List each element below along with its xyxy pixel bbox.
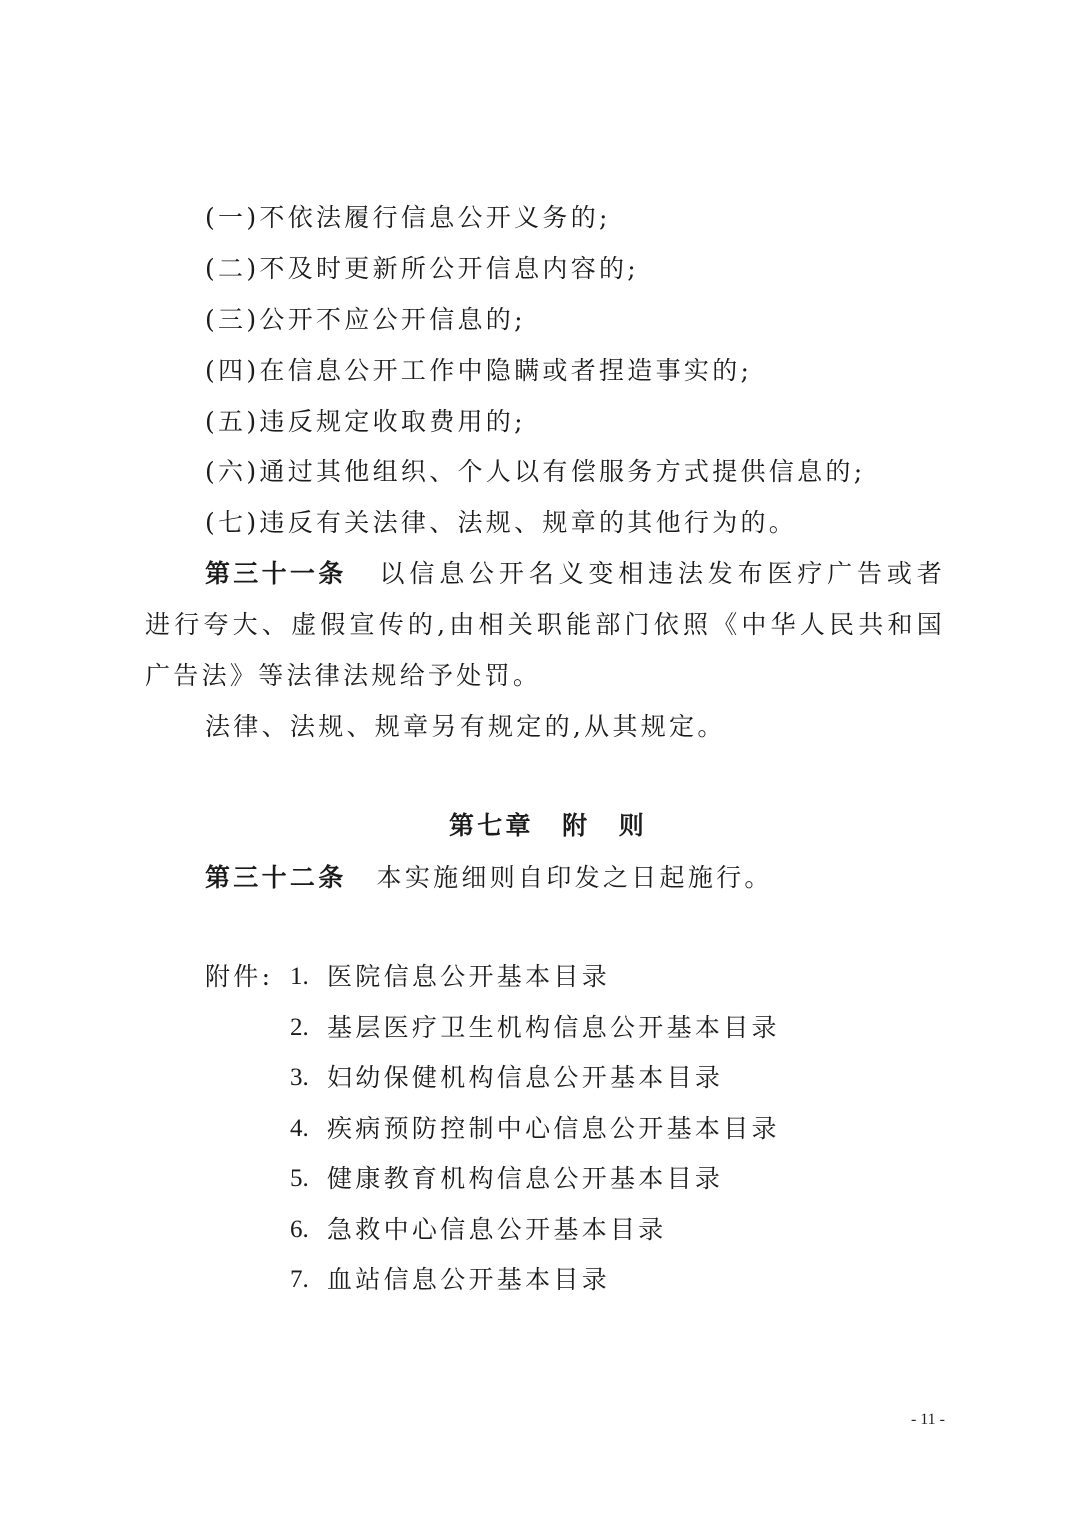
attachments-list [145, 952, 945, 1306]
attachment-spacer [205, 1205, 290, 1256]
list-item: (四)在信息公开工作中隐瞒或者捏造事实的; [205, 355, 753, 385]
attachment-number: 4. [290, 1114, 309, 1142]
attachment-spacer [205, 1154, 290, 1205]
article-31-line: 以信息公开名义变相违法发布医疗广告或者 [379, 559, 945, 589]
attachment-title: 健康教育机构信息公开基本目录 [327, 1164, 724, 1193]
list-item: (七)违反有关法律、法规、规章的其他行为的。 [205, 508, 798, 538]
attachment-spacer [205, 1003, 290, 1054]
article-30-items-block [145, 193, 945, 753]
attachment-number: 3. [290, 1064, 309, 1091]
article-31-line: 广告法》等法律法规给予处罚。 [145, 661, 542, 691]
attachment-spacer [205, 1104, 290, 1155]
article-31-line: 进行夸大、虚假宣传的,由相关职能部门依照《中华人民共和国 [145, 610, 945, 640]
attachment-title: 急救中心信息公开基本目录 [327, 1214, 667, 1244]
attachment-item [145, 1154, 945, 1205]
attachment-title: 基层医疗卫生机构信息公开基本目录 [327, 1012, 780, 1042]
attachment-title: 血站信息公开基本目录 [327, 1265, 611, 1294]
attachment-spacer [205, 1053, 290, 1104]
attachment-number: 5. [290, 1165, 309, 1192]
attachment-title: 医院信息公开基本目录 [327, 962, 611, 991]
attachment-number: 2. [290, 1013, 309, 1041]
list-item: (六)通过其他组织、个人以有偿服务方式提供信息的; [205, 457, 866, 487]
article-31 [145, 549, 945, 600]
list-item: (三)公开不应公开信息的; [205, 304, 526, 334]
attachments-label: 附件: [205, 962, 274, 991]
attachment-item [145, 1053, 945, 1104]
list-item: (二)不及时更新所公开信息内容的; [205, 253, 640, 283]
article-32-label: 第三十二条 [205, 863, 347, 892]
attachment-number: 6. [290, 1215, 309, 1243]
attachment-item [145, 1255, 945, 1306]
attachment-title: 疾病预防控制中心信息公开基本目录 [327, 1113, 780, 1143]
attachment-number: 7. [290, 1266, 309, 1293]
attachment-title: 妇幼保健机构信息公开基本目录 [327, 1063, 724, 1092]
article-32-text: 本实施细则自印发之日起施行。 [376, 863, 773, 892]
attachment-number: 1. [290, 963, 309, 990]
page-number: - 11 - [910, 1411, 945, 1428]
list-item: (五)违反规定收取费用的; [205, 406, 526, 436]
article-31-label: 第三十一条 [205, 559, 347, 589]
attachment-item [145, 1104, 945, 1155]
attachment-item [145, 952, 945, 1003]
list-item: (一)不依法履行信息公开义务的; [205, 203, 611, 232]
attachment-item [145, 1003, 945, 1054]
chapter-title: 第七章 附 则 [448, 811, 648, 840]
attachment-spacer [205, 1255, 290, 1306]
attachment-item [145, 1205, 945, 1256]
clause-note: 法律、法规、规章另有规定的,从其规定。 [205, 711, 726, 741]
article-32 [145, 853, 945, 904]
